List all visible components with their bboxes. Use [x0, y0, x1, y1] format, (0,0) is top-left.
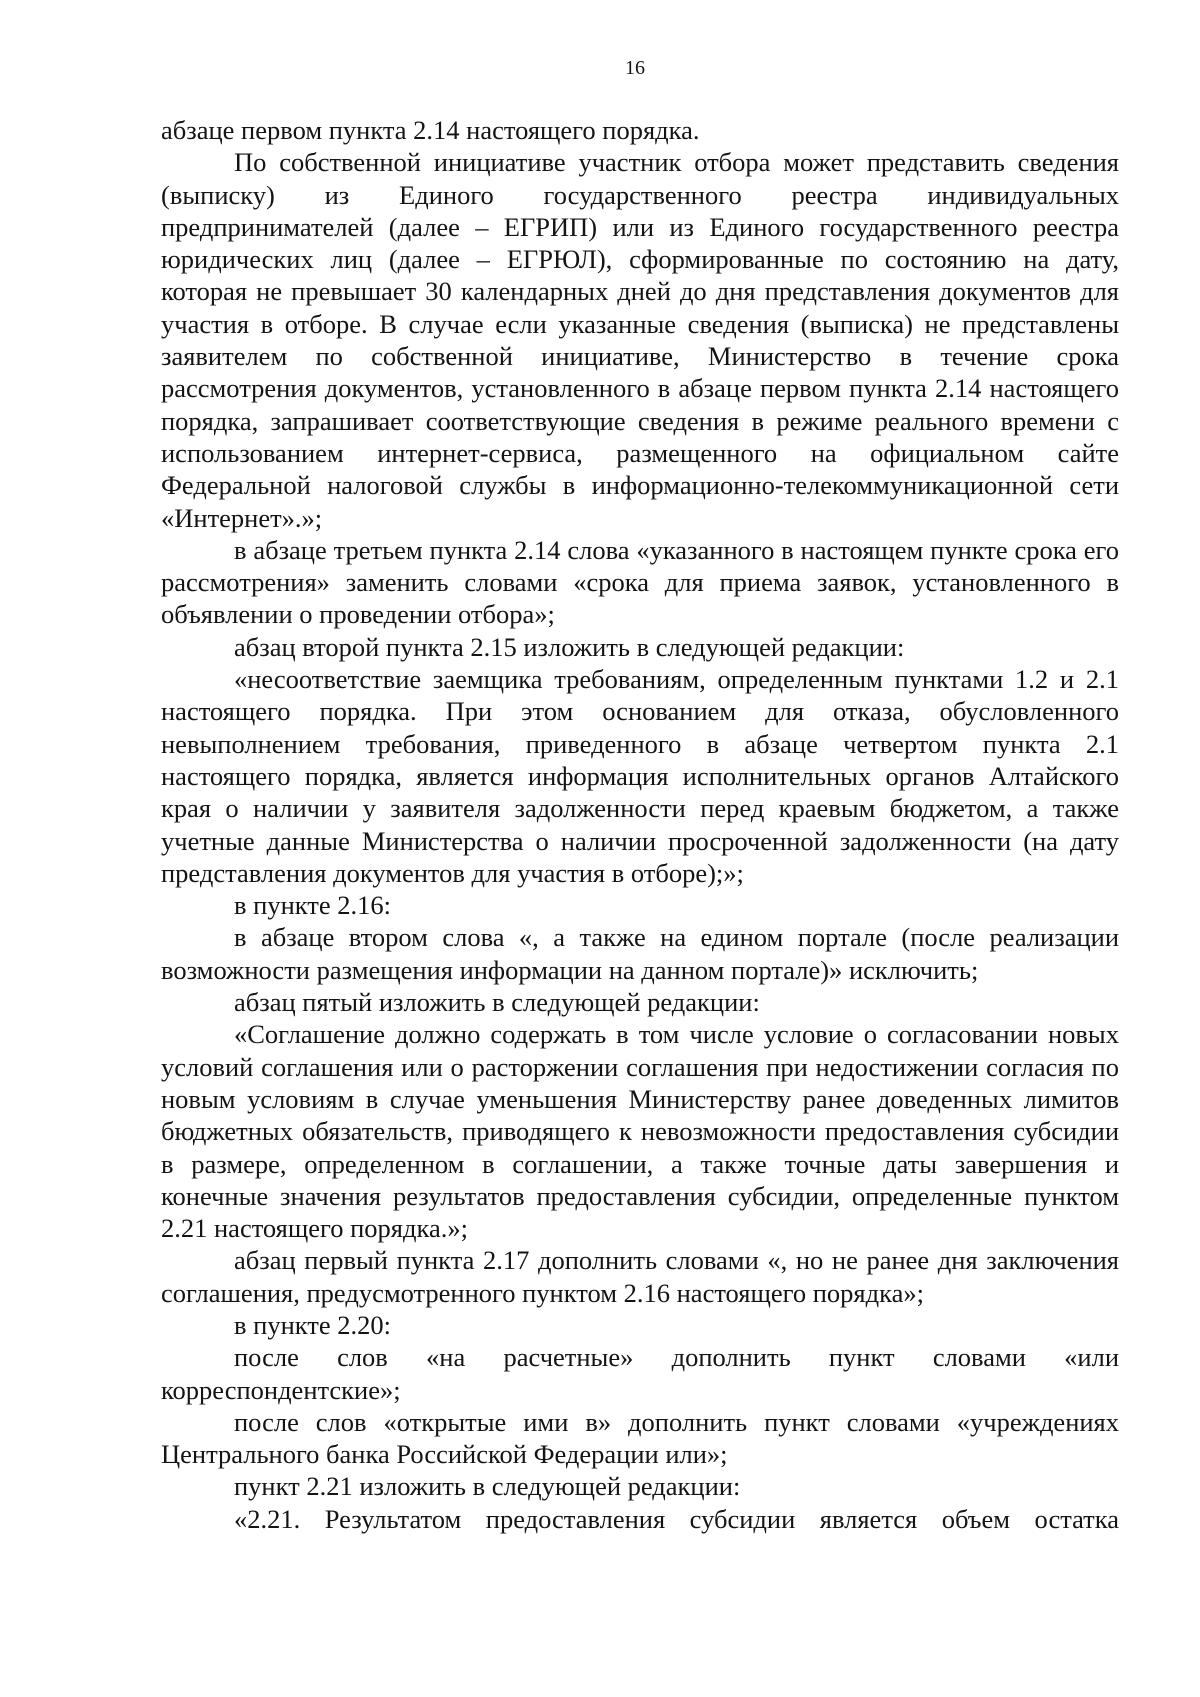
paragraph-2-20-accounts: после слов «на расчетные» дополнить пункт словами «или корреспондентские»;	[161, 1342, 1119, 1405]
paragraph-amendment-2-15: абзац второй пункта 2.15 изложить в следующей редакции:	[234, 631, 905, 662]
page-number: 16	[625, 57, 645, 79]
paragraph-2-16-second: в абзаце втором слова «, а также на едином портале (после реализации возможности размещения информации на данном портале)» исключить;	[161, 922, 1119, 985]
paragraph-2-16-fifth: абзац пятый изложить в следующей редакции:	[234, 987, 760, 1018]
paragraph-2-16-heading: в пункте 2.16:	[234, 890, 391, 921]
paragraph-amendment-2-17: абзац первый пункта 2.17 дополнить словами «, но не ранее дня заключения соглашения, предусмотренного пунктом 2.16 настоящего порядка»;	[161, 1245, 1119, 1308]
paragraph-2-20-banks: после слов «открытые ими в» дополнить пункт словами «учреждениях Центрального банка Российской Федерации или»;	[161, 1406, 1119, 1470]
paragraph-2-15-text: «несоответствие заемщика требованиям, определенным пунктами 1.2 и 2.1 настоящего порядка. При этом основанием для отказа, обусловленного невыполнением требования, приведенного в абзаце четвертом пункта 2.1 настоящего порядка, является информация исполнительных органов Алтайского края о наличии у заявителя задолженности перед краевым бюджетом, а также учетные данные Министерства о наличии просроченной задолженности (на дату представления документов для участия в отборе);»;	[161, 664, 1119, 888]
paragraph-egrip-info: По собственной инициативе участник отбора может представить сведения (выписку) из Единого государственного реестра индивидуальных предпринимателей (далее – ЕГРИП) или из Единого государственного реестра юридических лиц (далее – ЕГРЮЛ), сформированные по состоянию на дату, которая не превышает 30 календарных дней до дня представления документов для участия в отборе. В случае если указанные сведения (выписка) не представлены заявителем по собственной инициативе, Министерство в течение срока рассмотрения документов, установленного в абзаце первом пункта 2.14 настоящего порядка, запрашивает соответствующие сведения в режиме реального времени с использованием интернет-сервиса, размещенного на официальном сайте Федеральной налоговой службы в информационно-телекоммуникационной сети «Интернет».»;	[161, 147, 1119, 533]
paragraph-amendment-2-21: пункт 2.21 изложить в следующей редакции:	[234, 1471, 741, 1502]
paragraph-amendment-2-14: в абзаце третьем пункта 2.14 слова «указанного в настоящем пункте срока его рассмотрения» заменить словами «срока для приема заявок, установленного в объявлении о проведении отбора»;	[161, 534, 1119, 630]
paragraph-2-20-heading: в пункте 2.20:	[234, 1309, 391, 1340]
paragraph-2-21-text: «2.21. Результатом предоставления субсидии является объем остатка	[234, 1503, 1119, 1534]
document-body	[161, 114, 1119, 1535]
paragraph-agreement-text: «Соглашение должно содержать в том числе условие о согласовании новых условий соглашения или о расторжении соглашения при недостижении согласия по новым условиям в случае уменьшения Министерству ранее доведенных лимитов бюджетных обязательств, приводящего к невозможности предоставления субсидии в размере, определенном в соглашении, а также точные даты завершения и конечные значения результатов предоставления субсидии, определенные пунктом 2.21 настоящего порядка.»;	[161, 1019, 1119, 1244]
paragraph-continuation: абзаце первом пункта 2.14 настоящего порядка.	[161, 115, 700, 145]
